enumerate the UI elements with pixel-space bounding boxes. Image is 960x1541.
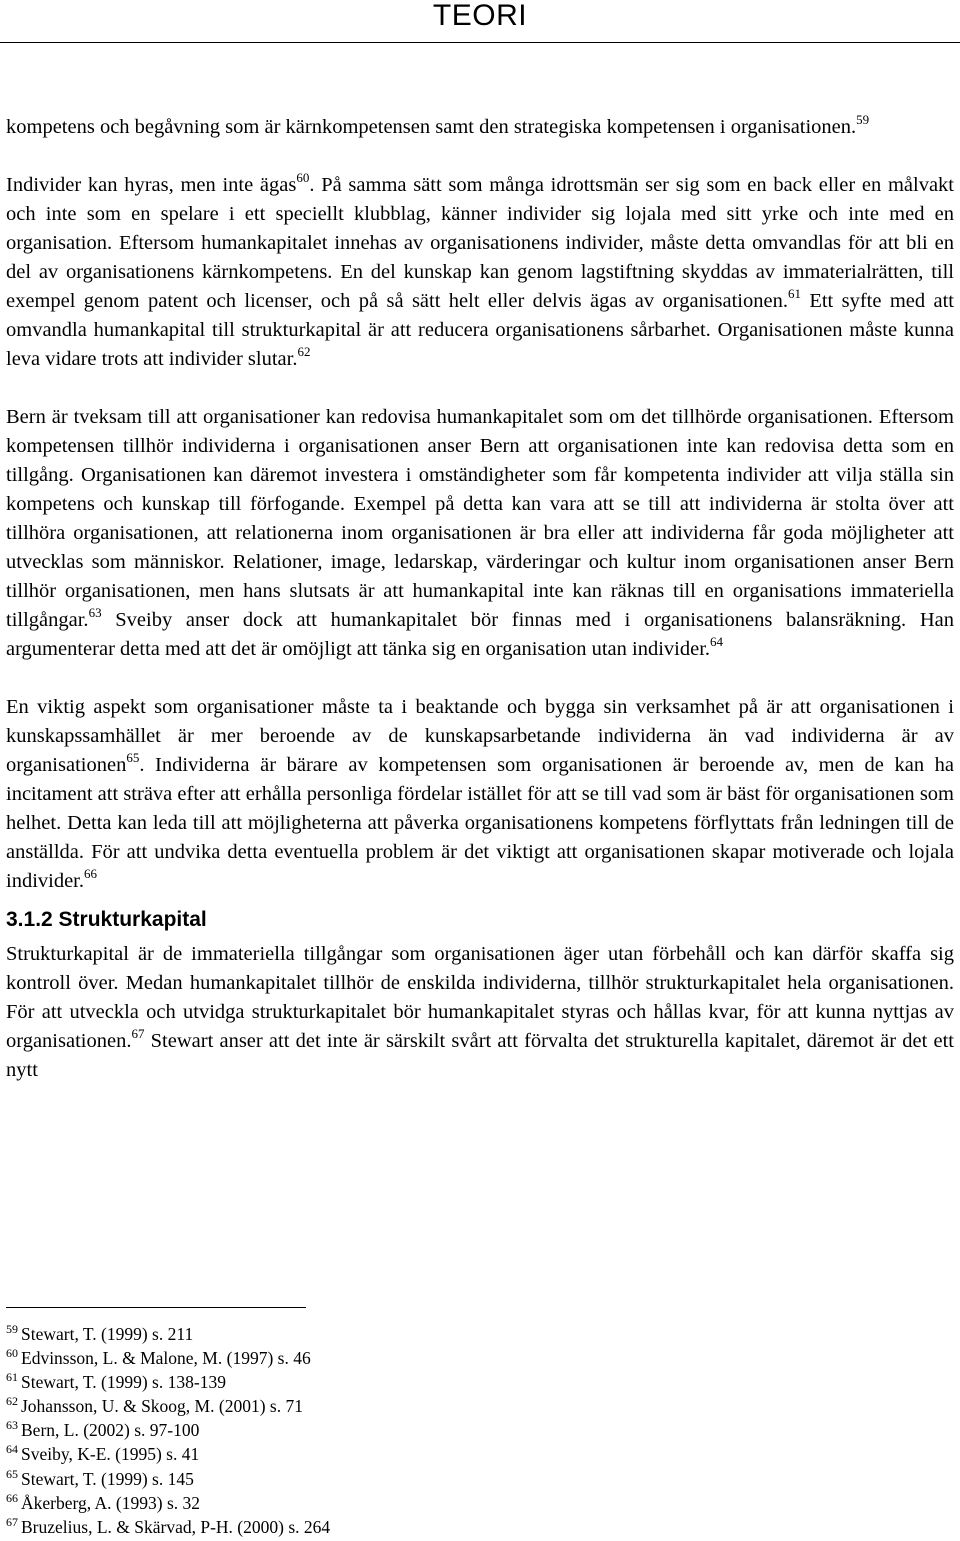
text-run: kompetens och begåvning som är kärnkompetensen samt den strategiska kompetensen i organisationen. <box>6 116 857 138</box>
footnote-divider <box>6 1307 306 1308</box>
footnote <box>6 1442 606 1466</box>
footnote-number: 66 <box>6 1490 18 1505</box>
text-run: Sveiby anser dock att humankapitalet bör finnas med i organisationens balansräkning. Han argumenterar detta med att det är omöjligt att tänka sig en organisation utan individer. <box>6 609 954 660</box>
footnote-ref: 63 <box>88 605 102 620</box>
footnote-text: Sveiby, K-E. (1995) s. 41 <box>21 1444 200 1465</box>
footnote-number: 63 <box>6 1418 18 1433</box>
footnote-number: 62 <box>6 1394 18 1409</box>
footnote <box>6 1515 606 1539</box>
text-run: . På samma sätt som många idrottsmän ser sig som en back eller en målvakt och inte som en spelare i ett speciellt klubblag, känner individer sig lojala med sitt yrke och inte med en organisation. Eftersom humankapitalet innehas av organisationens individer, måste detta omvandlas för att bli en del av organisationens kärnkompetens. En del kunskap kan genom lagstiftning skyddas av immaterialrätten, till exempel genom patent och licenser, och på så sätt helt eller delvis ägas av organisationen. <box>6 174 954 312</box>
text-run: Strukturkapital är de immateriella tillgångar som organisationen äger utan förbehåll och kan därför skaffa sig kontroll över. Medan humankapitalet tillhör de enskilda individerna, tillhör strukturkapitalet hela organisationen. För att utveckla och utvidga strukturkapitalet bör humankapitalet styras och hållas kvar, för att kunna nyttjas av organisationen. <box>6 943 954 1052</box>
paragraph-spacer <box>6 664 954 693</box>
footnote-number: 67 <box>6 1514 18 1529</box>
section-paragraph <box>6 940 954 1085</box>
footnote-text: Edvinsson, L. & Malone, M. (1997) s. 46 <box>21 1348 311 1369</box>
footnote-number: 65 <box>6 1466 18 1481</box>
footnote-number: 59 <box>6 1322 18 1336</box>
text-run: Ett syfte med att omvandla humankapital till strukturkapital är att reducera organisationens sårbarhet. Organisationen måste kunna leva vidare trots att individer slutar. <box>6 290 954 370</box>
footnote <box>6 1370 606 1394</box>
section-heading: 3.1.2 Strukturkapital <box>6 908 207 931</box>
text-run: Stewart anser att det inte är särskilt svårt att förvalta det strukturella kapitalet, däremot är det ett nytt <box>6 1030 954 1081</box>
footnote-number: 64 <box>6 1442 18 1457</box>
text-run: Individer kan hyras, men inte ägas <box>6 174 297 196</box>
footnote <box>6 1467 606 1491</box>
footnote-text: Bern, L. (2002) s. 97-100 <box>21 1420 200 1441</box>
footnote-ref: 66 <box>84 866 98 881</box>
paragraph <box>6 693 954 896</box>
footnotes <box>6 1322 606 1539</box>
footnote-ref: 61 <box>787 286 801 301</box>
body-text <box>6 113 954 1085</box>
footnote-ref: 60 <box>296 170 310 185</box>
paragraph-spacer <box>6 374 954 403</box>
footnote-text: Åkerberg, A. (1993) s. 32 <box>21 1492 201 1513</box>
footnote-ref: 65 <box>126 750 140 765</box>
footnote-ref: 67 <box>131 1026 145 1041</box>
footnote-ref: 64 <box>710 634 724 649</box>
paragraph <box>6 113 954 142</box>
text-run: Bern är tveksam till att organisationer kan redovisa humankapitalet som om det tillhörde organisationen. Eftersom kompetensen tillhör individerna i organisationen anser Bern att organisationen inte kan redovisa detta som en tillgång. Organisationen kan däremot investera i omständigheter som får kompetenta individer att vilja ställa sin kompetens och kunskap till förfogande. Exempel på detta kan vara att se till att individerna är stolta över att tillhöra organisationen, att relationerna inom organisationen är bra eller att individerna får goda möjligheter att utvecklas som människor. Relationer, image, ledarskap, värderingar och kultur inom organisationen anser Bern tillhör organisationen, men hans slutsats är att humankapital inte kan räknas till en organisations immateriella tillgångar. <box>6 406 954 631</box>
page-header <box>0 0 960 44</box>
footnote-text: Stewart, T. (1999) s. 145 <box>21 1468 194 1489</box>
footnote <box>6 1418 606 1442</box>
footnote <box>6 1346 606 1370</box>
footnote <box>6 1394 606 1418</box>
header-divider <box>0 42 960 43</box>
footnote-number: 61 <box>6 1370 18 1385</box>
footnote-text: Stewart, T. (1999) s. 211 <box>21 1324 194 1344</box>
footnote-ref: 59 <box>856 112 870 127</box>
footnote-number: 60 <box>6 1346 18 1361</box>
footnote <box>6 1491 606 1515</box>
text-run: . Individerna är bärare av kompetensen som organisationen är beroende av, men de kan ha incitament att sträva efter att erhålla personliga fördelar istället för att se till vad som är bäst för organisationen som helhet. Detta kan leda till att möjligheterna att påverka organisationens kompetens förflyttats från ledningen till de anställda. För att undvika detta eventuella problem är det viktigt att organisationen skapar motiverade och lojala individer. <box>6 754 954 892</box>
footnote-text: Stewart, T. (1999) s. 138-139 <box>21 1372 226 1393</box>
paragraph-spacer <box>6 142 954 171</box>
footnote <box>6 1322 606 1346</box>
text-run: En viktig aspekt som organisationer måste ta i beaktande och bygga sin verksamhet på är att organisationen i kunskapssamhället är mer beroende av de kunskapsarbetande individerna än vad individerna är av organisationen <box>6 696 954 776</box>
footnote-ref: 62 <box>297 344 311 359</box>
paragraph <box>6 403 954 664</box>
page-title: TEORI <box>432 0 528 32</box>
paragraph <box>6 171 954 374</box>
footnote-text: Johansson, U. & Skoog, M. (2001) s. 71 <box>21 1396 303 1417</box>
footnote-text: Bruzelius, L. & Skärvad, P-H. (2000) s. 264 <box>21 1516 331 1537</box>
